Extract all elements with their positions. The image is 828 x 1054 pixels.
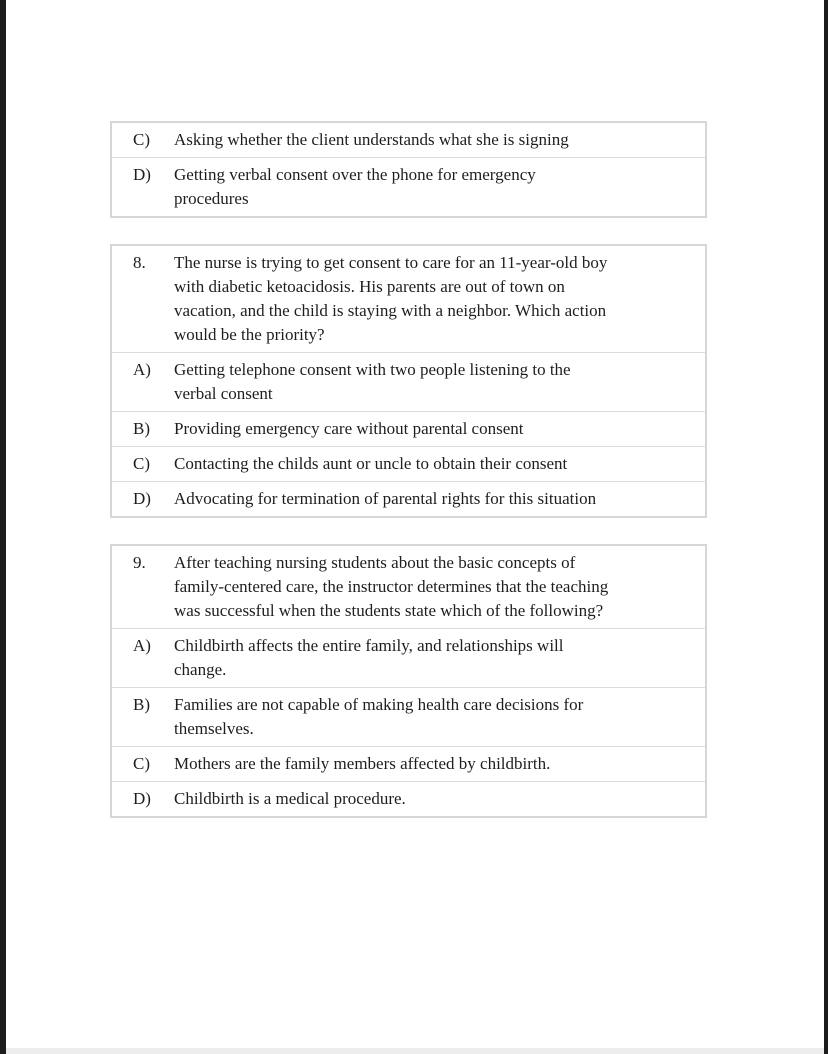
document-page	[110, 121, 707, 844]
question-7-options-table	[110, 121, 707, 218]
question-8-table	[110, 244, 707, 518]
option-row	[112, 746, 705, 781]
option-text: Advocating for termination of parental rights for this situation	[174, 489, 597, 508]
option-row	[112, 781, 705, 816]
option-text: Getting verbal consent over the phone for emergency procedures	[174, 165, 536, 208]
option-label: D)	[133, 489, 151, 508]
option-row	[112, 628, 705, 687]
option-text: Families are not capable of making health care decisions for themselves.	[174, 695, 584, 738]
question-9-table	[110, 544, 707, 818]
option-label-cell	[112, 752, 174, 776]
option-label: A)	[133, 636, 151, 655]
option-row	[112, 687, 705, 746]
option-text: Providing emergency care without parental consent	[174, 419, 524, 438]
option-label: D)	[133, 165, 151, 184]
option-label-cell	[112, 163, 174, 211]
option-row	[112, 446, 705, 481]
question-number: 8.	[133, 253, 146, 272]
option-row	[112, 352, 705, 411]
option-label-cell	[112, 787, 174, 811]
option-text: Childbirth is a medical procedure.	[174, 789, 406, 808]
question-number: 9.	[133, 553, 146, 572]
option-row	[112, 481, 705, 516]
question-text: After teaching nursing students about the basic concepts of family-centered care, the instructor determines that the teaching was successful when the students state which of the following?	[174, 553, 609, 620]
option-label: A)	[133, 360, 151, 379]
question-number-cell	[112, 251, 174, 347]
option-label-cell	[112, 358, 174, 406]
option-text: Getting telephone consent with two people listening to the verbal consent	[174, 360, 571, 403]
option-row	[112, 411, 705, 446]
question-number-cell	[112, 551, 174, 623]
option-label-cell	[112, 487, 174, 511]
viewer-right-edge	[824, 0, 828, 1054]
option-label: C)	[133, 754, 150, 773]
option-text: Contacting the childs aunt or uncle to obtain their consent	[174, 454, 568, 473]
option-text: Mothers are the family members affected by childbirth.	[174, 754, 551, 773]
option-row	[112, 157, 705, 216]
option-label: D)	[133, 789, 151, 808]
option-label: C)	[133, 454, 150, 473]
option-label-cell	[112, 634, 174, 682]
option-label-cell	[112, 452, 174, 476]
option-label-cell	[112, 128, 174, 152]
viewer-left-edge	[0, 0, 6, 1054]
question-row	[112, 246, 705, 352]
option-label-cell	[112, 693, 174, 741]
option-row	[112, 123, 705, 157]
option-label: C)	[133, 130, 150, 149]
option-text: Asking whether the client understands what she is signing	[174, 130, 569, 149]
page-boundary-strip	[6, 1048, 824, 1054]
question-text: The nurse is trying to get consent to care for an 11-year-old boy with diabetic ketoacidosis. His parents are out of town on vacation, and the child is staying with a neighbor. Which action would be the priority?	[174, 253, 608, 344]
option-label-cell	[112, 417, 174, 441]
option-label: B)	[133, 695, 150, 714]
question-row	[112, 546, 705, 628]
option-label: B)	[133, 419, 150, 438]
option-text: Childbirth affects the entire family, and relationships will change.	[174, 636, 564, 679]
